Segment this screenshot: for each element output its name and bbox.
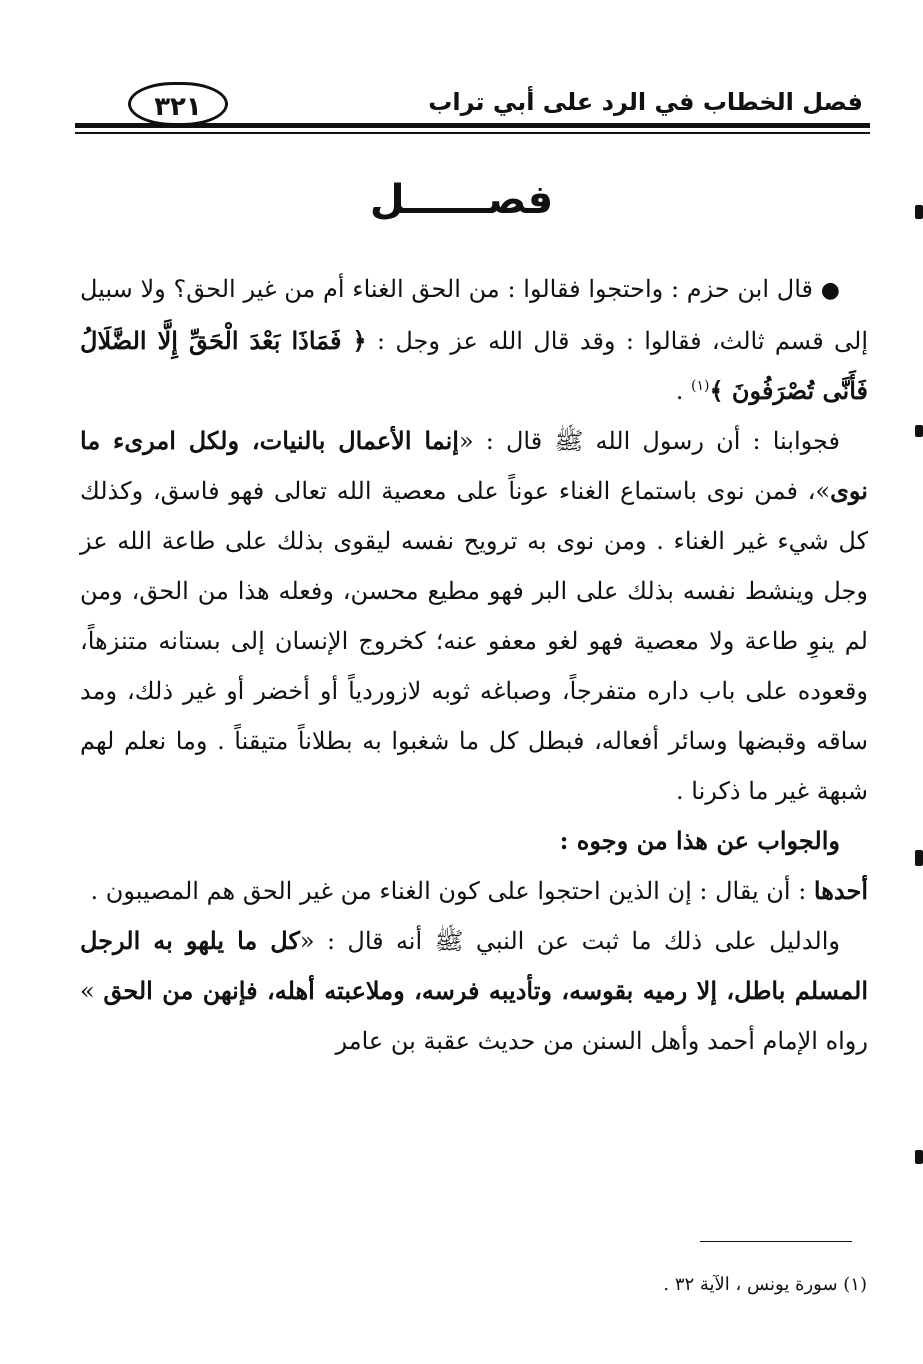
first-point-label: أحدها bbox=[813, 876, 868, 905]
footnote-ref: (١) bbox=[691, 378, 710, 394]
paragraph-1-text: قال ابن حزم : واحتجوا فقالوا : من الحق الغناء أم من غير الحق؟ ولا سبيل إلى قسم ثالث، فقالوا : وقد قال الله عز وجل : bbox=[80, 275, 868, 355]
edge-mark bbox=[915, 850, 923, 866]
edge-mark bbox=[915, 425, 923, 437]
paragraph-4 bbox=[80, 866, 868, 916]
header-rule-thin bbox=[75, 132, 870, 134]
paragraph-1-end: . bbox=[675, 377, 692, 405]
paragraph-1 bbox=[80, 264, 868, 416]
body-text bbox=[80, 264, 868, 1066]
paragraph-2-text: »، فمن نوى باستماع الغناء عوناً على معصية الله تعالى فهو فاسق، وكذلك كل شيء غير الغناء . ومن نوى به ترويح نفسه ليقوى بذلك على طاعة الله عز وجل وينشط نفسه بذلك على البر فهو مطيع محسن، وفعله هذا من الحق، ومن لم ينوِ طاعة ولا معصية فهو لغو معفو عنه؛ كخروج الإنسان إلى بستانه متنزهاً، وقعوده على باب داره متفرجاً، وصباغه ثوبه لازوردياً أو أخضر أو غير ذلك، ومد ساقه وقبضها وسائر أفعاله، فبطل كل ما شغبوا به بطلاناً متيقناً . وما نعلم لهم شبهة غير ما ذكرنا . bbox=[80, 477, 869, 805]
paragraph-3 bbox=[80, 816, 868, 866]
paragraph-2-intro: فجوابنا : أن رسول الله ﷺ قال : « bbox=[458, 427, 840, 455]
subheading-answer: والجواب عن هذا من وجوه : bbox=[559, 826, 840, 855]
paragraph-5-intro: والدليل على ذلك ما ثبت عن النبي ﷺ أنه قال : « bbox=[299, 927, 840, 955]
hadith-quote-2: كل ما يلهو به الرجل المسلم باطل، إلا رميه بقوسه، وتأديبه فرسه، وملاعبته أهله، فإنهن من الحق bbox=[80, 926, 869, 1005]
quran-verse: ﴿ فَمَاذَا بَعْدَ الْحَقِّ إِلَّا الضَّلَالُ فَأَنَّى تُصْرَفُونَ ﴾ bbox=[80, 326, 868, 405]
paragraph-5-text: » رواه الإمام أحمد وأهل السنن من حديث عقبة بن عامر bbox=[80, 977, 868, 1055]
edge-mark bbox=[915, 205, 923, 219]
running-header-title: فصل الخطاب في الرد على أبي تراب bbox=[428, 88, 863, 116]
section-heading: فصــــــل bbox=[369, 177, 554, 223]
footnote-rule bbox=[700, 1241, 852, 1242]
paragraph-2 bbox=[80, 416, 868, 816]
paragraph-5 bbox=[80, 916, 868, 1066]
edge-mark bbox=[915, 1150, 923, 1164]
bullet-icon: ● bbox=[820, 278, 840, 303]
footnote: (١) سورة يونس ، الآية ٣٢ . bbox=[663, 1274, 867, 1295]
hadith-quote-1: إنما الأعمال بالنيات، ولكل امرىء ما نوى bbox=[80, 426, 868, 505]
page-number: ٣٢١ bbox=[128, 82, 228, 126]
paragraph-4-text: : أن يقال : إن الذين احتجوا على كون الغناء من غير الحق هم المصيبون . bbox=[90, 877, 814, 905]
